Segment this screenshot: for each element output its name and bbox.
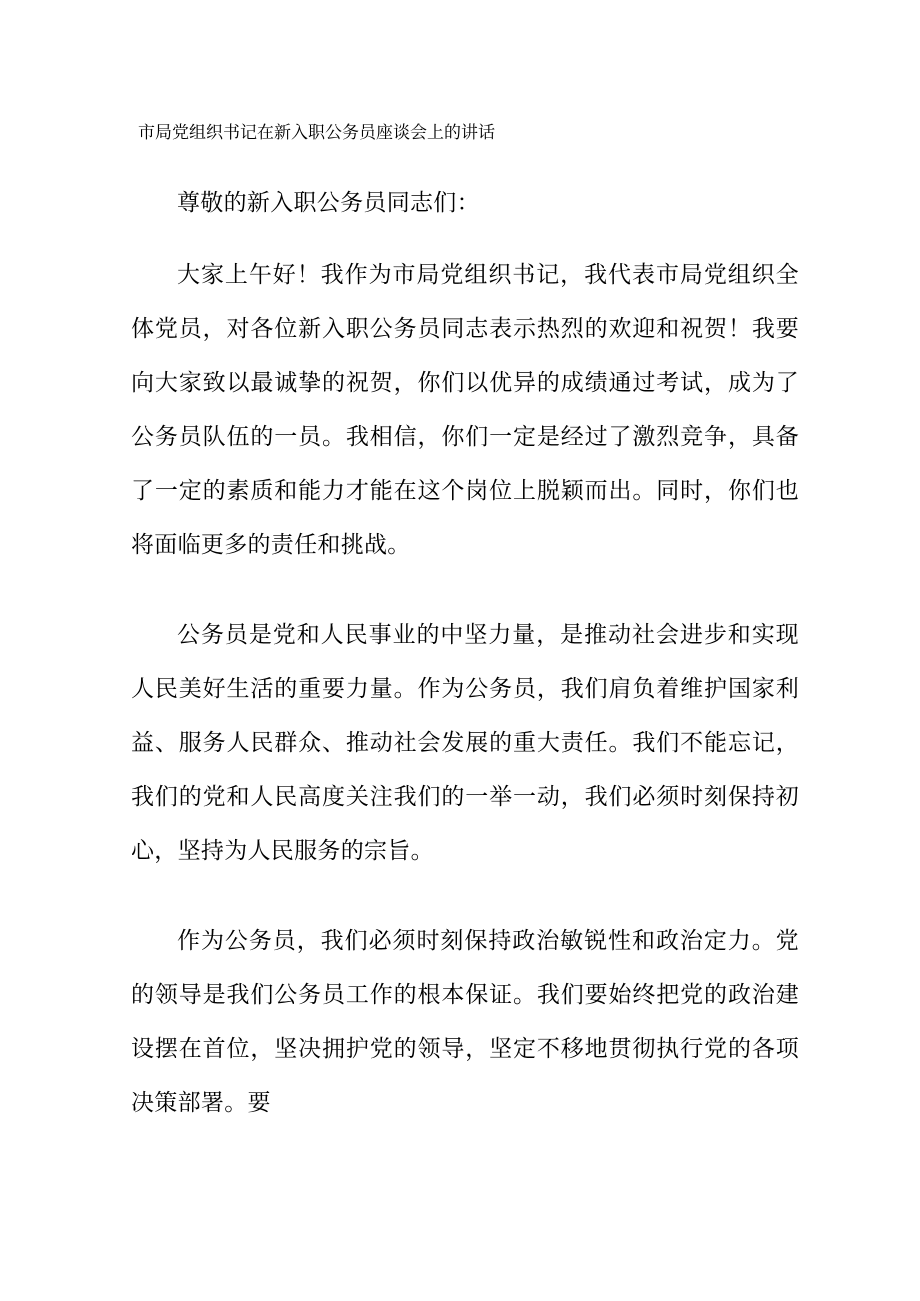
paragraph-political-awareness: 作为公务员，我们必须时刻保持政治敏锐性和政治定力。党的领导是我们公务员工作的根本保证。我们要始终把党的政治建设摆在首位，坚决拥护党的领导，坚定不移地贯彻执行党的各项决策部署。要 xyxy=(131,928,799,1116)
salutation: 尊敬的新入职公务员同志们： xyxy=(177,190,480,216)
paragraph-greeting: 大家上午好！我作为市局党组织书记，我代表市局党组织全体党员，对各位新入职公务员同志表示热烈的欢迎和祝贺！我要向大家致以最诚挚的祝贺，你们以优异的成绩通过考试，成为了公务员队伍的一员。我相信，你们一定是经过了激烈竞争，具备了一定的素质和能力才能在这个岗位上脱颖而出。同时，你们也将面临更多的责任和挑战。 xyxy=(131,262,799,558)
document-title: 市局党组织书记在新入职公务员座谈会上的讲话 xyxy=(138,123,495,143)
document-body xyxy=(131,176,799,1166)
paragraph-role-of-civil-servants: 公务员是党和人民事业的中坚力量，是推动社会进步和实现人民美好生活的重要力量。作为公务员，我们肩负着维护国家利益、服务人民群众、推动社会发展的重大责任。我们不能忘记，我们的党和人民高度关注我们的一举一动，我们必须时刻保持初心，坚持为人民服务的宗旨。 xyxy=(131,622,799,864)
